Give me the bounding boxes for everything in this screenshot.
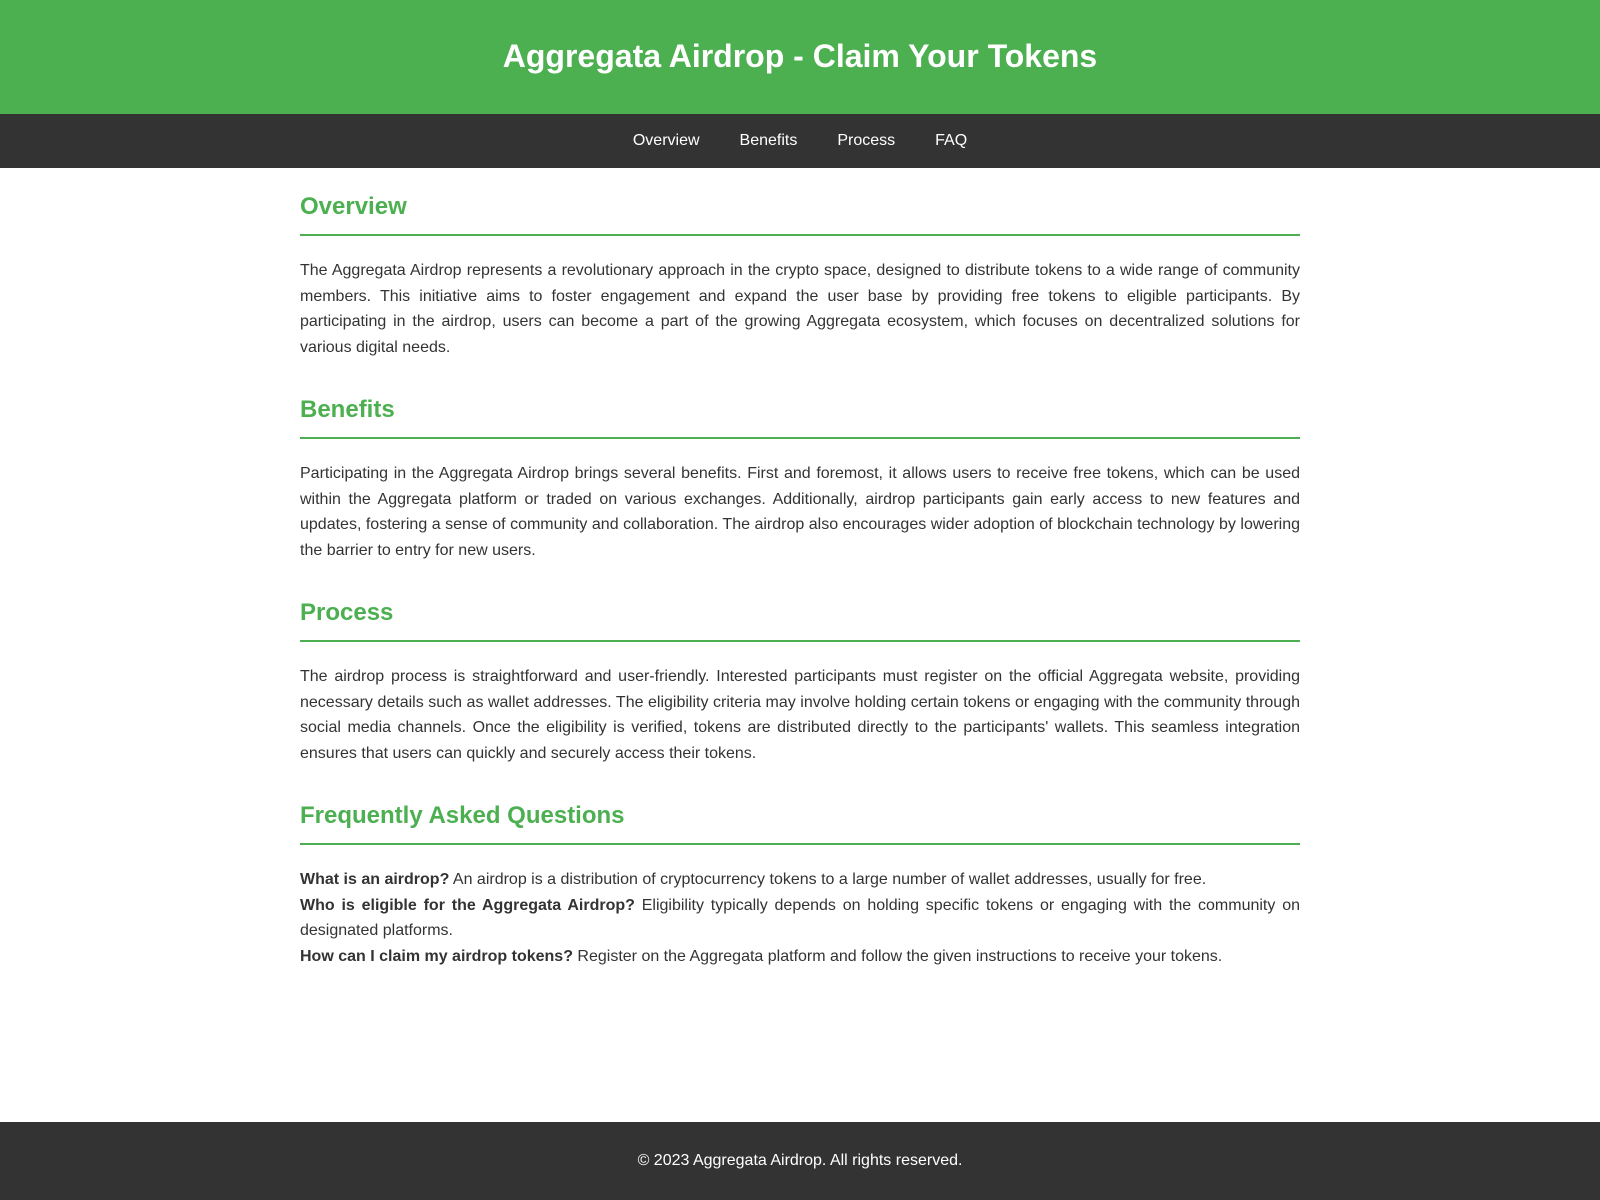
nav-link-overview[interactable]: Overview [632, 132, 700, 149]
faq-item [300, 867, 1300, 893]
main-nav [0, 114, 1600, 168]
process-heading: Process [300, 598, 1300, 642]
faq-question: Who is eligible for the Aggregata Airdrop? [300, 896, 635, 914]
nav-link-process[interactable]: Process [837, 132, 896, 149]
faq-question: What is an airdrop? [300, 871, 450, 888]
process-text: The airdrop process is straightforward and user-friendly. Interested participants must register on the official Aggregata website, providing necessary details such as wallet addresses. The eligibility criteria may involve holding certain tokens or engaging with the community through social media channels. Once the eligibility is verified, tokens are distributed directly to the participants' wallets. This seamless integration ensures that users can quickly and securely access their tokens. [300, 668, 1300, 762]
overview-section [300, 192, 1300, 360]
overview-text: The Aggregata Airdrop represents a revolutionary approach in the crypto space, designed to distribute tokens to a wide range of community members. This initiative aims to foster engagement and expand the user base by providing free tokens to eligible participants. By participating in the airdrop, users can become a part of the growing Aggregata ecosystem, which focuses on decentralized solutions for various digital needs. [300, 262, 1300, 356]
faq-question: How can I claim my airdrop tokens? [300, 947, 573, 965]
faq-item [300, 944, 1300, 970]
overview-heading: Overview [300, 192, 1300, 236]
process-section [300, 598, 1300, 766]
faq-item [300, 893, 1300, 944]
footer-copyright: © 2023 Aggregata Airdrop. All rights reserved. [637, 1152, 963, 1169]
page-title: Aggregata Airdrop - Claim Your Tokens [502, 37, 1098, 74]
faq-answer: Eligibility typically depends on holding specific tokens or engaging with the community on designated platforms. [300, 896, 1300, 939]
faq-section [300, 801, 1300, 969]
faq-answer: Register on the Aggregata platform and follow the given instructions to receive your tokens. [572, 947, 1223, 965]
benefits-text: Participating in the Aggregata Airdrop brings several benefits. First and foremost, it allows users to receive free tokens, which can be used within the Aggregata platform or traded on various exchanges. Additionally, airdrop participants gain early access to new features and updates, fostering a sense of community and collaboration. The airdrop also encourages wider adoption of blockchain technology by lowering the barrier to entry for new users. [300, 465, 1300, 559]
nav-link-faq[interactable]: FAQ [935, 132, 968, 149]
site-header [0, 0, 1600, 114]
benefits-section [300, 395, 1300, 563]
site-footer [0, 1122, 1600, 1200]
nav-link-benefits[interactable]: Benefits [739, 132, 798, 149]
faq-heading: Frequently Asked Questions [300, 801, 1300, 845]
faq-answer: An airdrop is a distribution of cryptocurrency tokens to a large number of wallet addresses, usually for free. [449, 871, 1207, 888]
benefits-heading: Benefits [300, 395, 1300, 439]
main-content [300, 168, 1300, 969]
